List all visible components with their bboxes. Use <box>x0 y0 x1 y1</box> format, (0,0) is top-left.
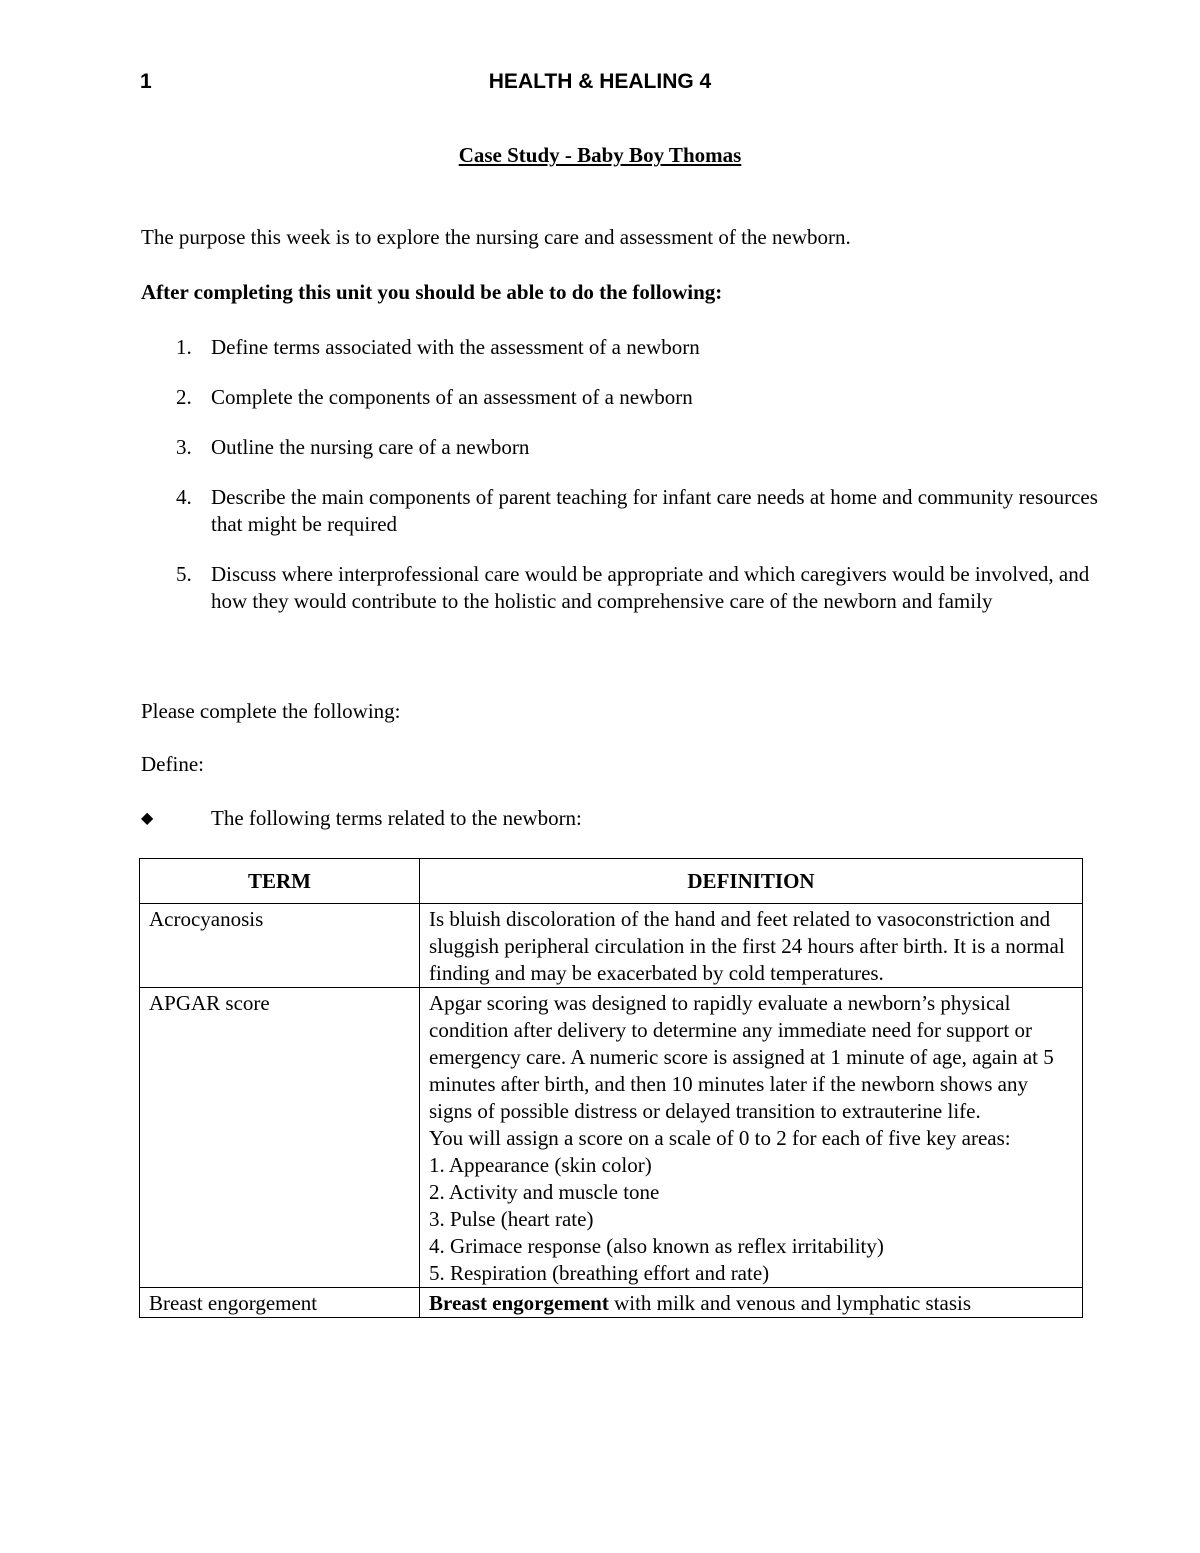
table-row <box>140 1288 1083 1318</box>
objective-item <box>141 434 1101 461</box>
table-header-row <box>140 859 1083 904</box>
table-row <box>140 904 1083 988</box>
definition-rest: with milk and venous and lymphatic stasis <box>608 1291 972 1315</box>
term-cell: APGAR score <box>140 988 420 1288</box>
objective-item <box>141 484 1101 538</box>
objectives-heading: After completing this unit you should be able to do the following: <box>141 280 723 304</box>
objective-text: Discuss where interprofessional care would be appropriate and which caregivers would be involved, and how they would contribute to the holistic and comprehensive care of the newborn and family <box>211 562 1090 613</box>
terms-bullet <box>141 805 582 832</box>
diamond-bullet-icon: ◆ <box>141 810 154 827</box>
terms-table <box>139 858 1083 1318</box>
apgar-item: 5. Respiration (breathing effort and rate) <box>429 1261 770 1285</box>
table-row <box>140 988 1083 1288</box>
case-study-title: Case Study - Baby Boy Thomas <box>458 143 742 167</box>
apgar-item: 1. Appearance (skin color) <box>429 1153 652 1177</box>
definition-bold-term: Breast engorgement <box>429 1291 609 1315</box>
bullet-text: The following terms related to the newborn: <box>211 806 582 830</box>
please-complete-text: Please complete the following: <box>141 699 401 723</box>
apgar-item: 2. Activity and muscle tone <box>429 1180 660 1204</box>
term-cell: Acrocyanosis <box>140 904 420 988</box>
document-title: HEALTH & HEALING 4 <box>488 70 712 93</box>
objective-number: 4. <box>176 485 192 509</box>
apgar-item: 3. Pulse (heart rate) <box>429 1207 594 1231</box>
objectives-list <box>141 334 1101 638</box>
objective-number: 5. <box>176 562 192 586</box>
objective-item <box>141 561 1101 615</box>
definition-cell: Is bluish discoloration of the hand and feet related to vasoconstriction and sluggish peripheral circulation in the first 24 hours after birth. It is a normal finding and may be exacerbated by cold temperatures. <box>420 904 1083 988</box>
definition-cell <box>420 1288 1083 1318</box>
term-cell: Breast engorgement <box>140 1288 420 1318</box>
definition-cell <box>420 988 1083 1288</box>
objective-number: 3. <box>176 435 192 459</box>
objective-text: Define terms associated with the assessment of a newborn <box>211 335 700 359</box>
objective-item <box>141 384 1101 411</box>
purpose-paragraph: The purpose this week is to explore the nursing care and assessment of the newborn. <box>141 225 851 249</box>
apgar-scale: You will assign a score on a scale of 0 to 2 for each of five key areas: <box>429 1126 1011 1150</box>
objective-text: Complete the components of an assessment of a newborn <box>211 385 693 409</box>
page-header <box>140 70 1060 100</box>
objective-number: 2. <box>176 385 192 409</box>
page-number: 1 <box>140 70 152 93</box>
apgar-item: 4. Grimace response (also known as reflex irritability) <box>429 1234 884 1258</box>
objective-number: 1. <box>176 335 192 359</box>
apgar-intro: Apgar scoring was designed to rapidly evaluate a newborn’s physical condition after delivery to determine any immediate need for support or emergency care. A numeric score is assigned at 1 minute of age, again at 5 minutes after birth, and then 10 minutes later if the newborn shows any signs of possible distress or delayed transition to extrauterine life. <box>429 991 1054 1123</box>
objective-text: Outline the nursing care of a newborn <box>211 435 530 459</box>
objective-text: Describe the main components of parent teaching for infant care needs at home and community resources that might be required <box>211 485 1098 536</box>
term-column-header: TERM <box>140 859 420 904</box>
definition-column-header: DEFINITION <box>420 859 1083 904</box>
define-label: Define: <box>141 752 204 776</box>
objective-item <box>141 334 1101 361</box>
